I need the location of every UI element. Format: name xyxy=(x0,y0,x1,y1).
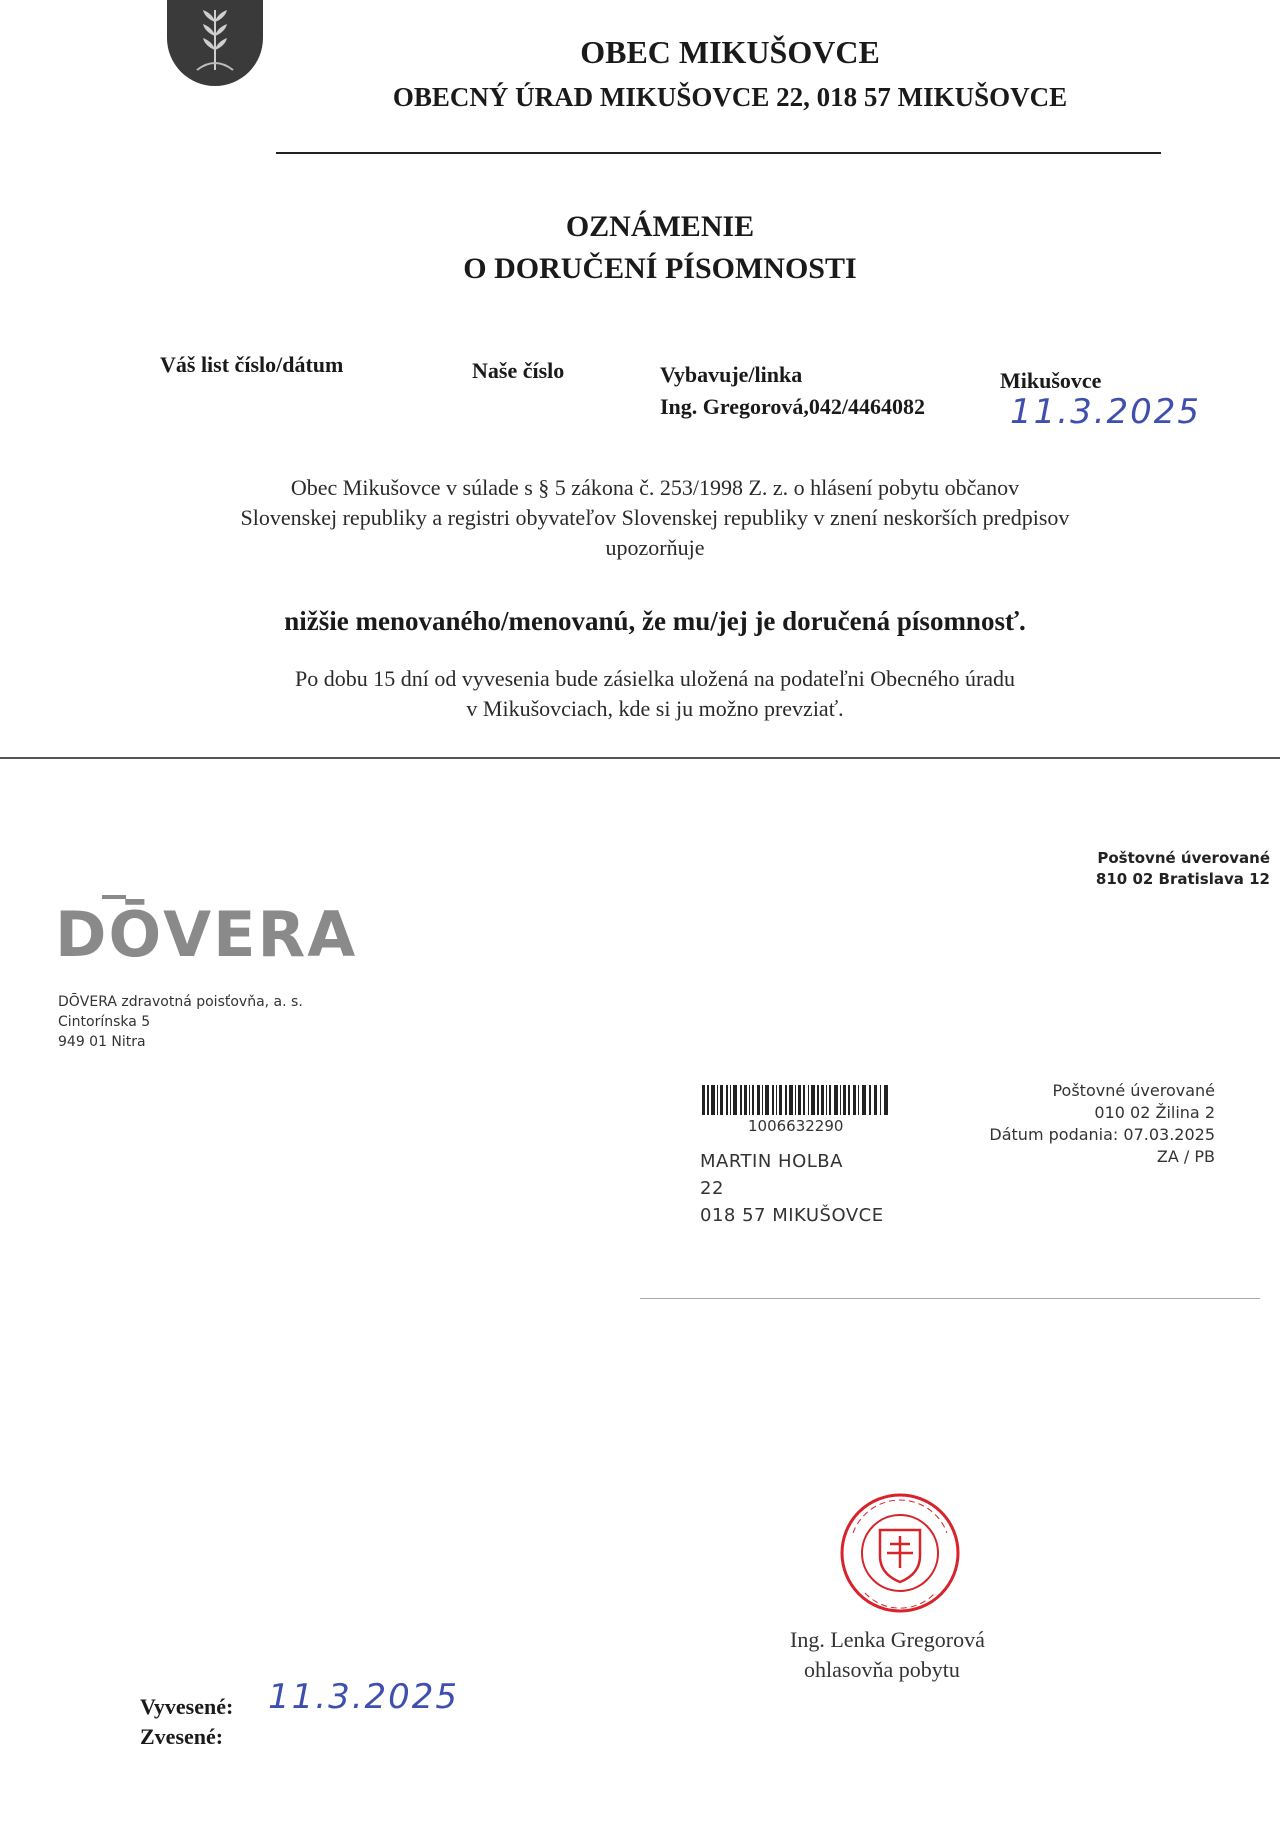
municipality-crest xyxy=(167,0,263,86)
body-paragraph-2 xyxy=(150,664,1160,724)
sender-address xyxy=(58,992,303,1052)
place-label: Mikušovce xyxy=(1000,368,1102,393)
document-title-line2: O DORUČENÍ PÍSOMNOSTI xyxy=(463,252,857,285)
postage-line1: Poštovné úverované xyxy=(1052,1081,1215,1100)
handled-label: Vybavuje/linka xyxy=(660,362,803,387)
document-title xyxy=(380,206,940,290)
signature-block xyxy=(790,1625,985,1685)
section-divider xyxy=(0,757,1280,759)
sender-line3: 949 01 Nitra xyxy=(58,1034,146,1050)
barcode xyxy=(702,1085,892,1115)
postage-line3: Dátum podania: 07.03.2025 xyxy=(989,1125,1215,1144)
postage-top-line1: Poštovné úverované xyxy=(1097,849,1270,867)
sender-line1: DŌVERA zdravotná poisťovňa, a. s. xyxy=(58,994,303,1010)
posted-label: Vyvesené: xyxy=(140,1694,234,1719)
postage-line2: 010 02 Žilina 2 xyxy=(1094,1103,1215,1122)
body-paragraph-1-line3: upozorňuje xyxy=(605,535,705,560)
recipient-address xyxy=(700,1148,884,1229)
document-title-line1: OZNÁMENIE xyxy=(565,210,755,243)
recipient-number: 22 xyxy=(700,1178,724,1199)
header-divider xyxy=(276,152,1161,154)
header-title: OBEC MIKUŠOVCE xyxy=(580,34,880,70)
our-number-label: Naše číslo xyxy=(472,358,565,383)
barcode-number: 1006632290 xyxy=(748,1117,844,1135)
postage-line4: ZA / PB xyxy=(1156,1147,1215,1166)
recipient-city: 018 57 MIKUŠOVCE xyxy=(700,1205,884,1226)
signer-name: Ing. Lenka Gregorová xyxy=(790,1627,985,1652)
signer-role: ohlasovňa pobytu xyxy=(804,1657,960,1682)
postage-top xyxy=(1010,848,1270,890)
body-paragraph-2-line2: v Mikušovciach, kde si ju možno prevziať. xyxy=(466,696,844,721)
posted-date-handwritten: 11.3.2025 xyxy=(268,1677,460,1717)
handwritten-date: 11.3.2025 xyxy=(1010,392,1202,432)
postage-details xyxy=(930,1080,1215,1168)
notice-text: nižšie menovaného/menovanú, že mu/jej je doručená písomnosť. xyxy=(284,606,1026,636)
body-paragraph-1-line1: Obec Mikušovce v súlade s § 5 zákona č. 253/1998 Z. z. o hlásení pobytu občanov xyxy=(290,475,1020,500)
recipient-name: MARTIN HOLBA xyxy=(700,1151,843,1172)
posting-record xyxy=(140,1692,233,1752)
body-paragraph-1 xyxy=(150,473,1160,563)
body-paragraph-2-line1: Po dobu 15 dní od vyvesenia bude zásielka uložená na podateľni Obecného úradu xyxy=(294,666,1016,691)
removed-label: Zvesené: xyxy=(140,1724,224,1749)
official-stamp-icon xyxy=(835,1488,965,1618)
envelope-divider xyxy=(640,1298,1260,1299)
postage-top-line2: 810 02 Bratislava 12 xyxy=(1095,870,1270,888)
handled-value: Ing. Gregorová,042/4464082 xyxy=(660,394,926,419)
sender-line2: Cintorínska 5 xyxy=(58,1014,151,1030)
header-subtitle: OBECNÝ ÚRAD MIKUŠOVCE 22, 018 57 MIKUŠOVCE xyxy=(392,82,1068,112)
body-paragraph-1-line2: Slovenskej republiky a registri obyvateľov Slovenskej republiky v znení neskorších predpisov xyxy=(240,505,1070,530)
your-letter-label: Váš list číslo/dátum xyxy=(160,352,344,377)
sender-logo: DŌVERA xyxy=(55,898,358,971)
